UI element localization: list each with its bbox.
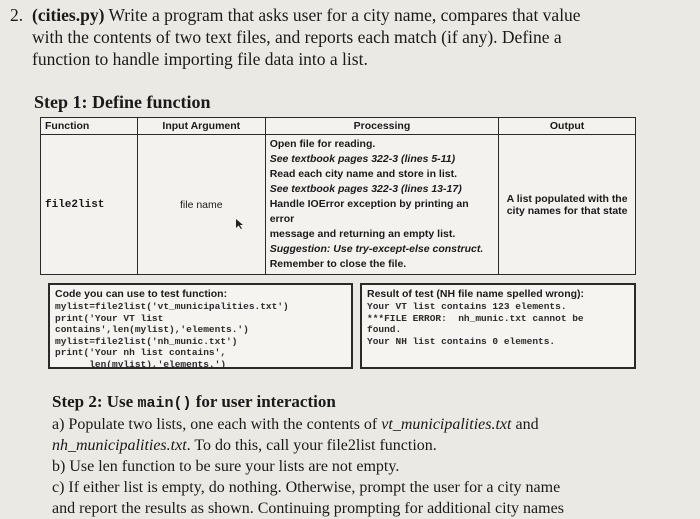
processing-line: Remember to close the file. <box>269 258 407 270</box>
test-result-header: Result of test (NH file name spelled wrong): <box>367 288 585 300</box>
code-line: mylist=file2list('nh_munic.txt') <box>55 335 238 347</box>
problem-number: 2. <box>10 5 24 25</box>
step2-heading-text: Step 2: Use <box>52 392 138 411</box>
problem-line-2: with the contents of two text files, and reports each match (if any). Define a <box>32 27 562 47</box>
processing-line: message and returning an empty list. <box>269 228 456 240</box>
problem-file-name: (cities.py) <box>32 5 105 25</box>
cell-function-name <box>41 135 138 275</box>
step2-a-text-2: and <box>511 416 539 433</box>
step2-section <box>52 391 662 519</box>
code-line: mylist=file2list('vt_municipalities.txt') <box>55 301 289 312</box>
result-line: ***FILE ERROR: nh_munic.txt cannot be <box>367 312 584 324</box>
step2-heading-text-2: for user interaction <box>191 392 336 411</box>
step2-item-c-cont: and report the results as shown. Continuing prompting for additional city names <box>52 500 564 517</box>
processing-line: Open file for reading. <box>269 138 376 150</box>
mouse-cursor-icon <box>235 218 245 234</box>
step2-a-file2: nh_municipalities.txt <box>52 437 187 454</box>
header-function: Function <box>41 118 138 135</box>
step2-a-text: a) Populate two lists, one each with the contents of <box>52 416 382 433</box>
cell-processing <box>265 135 499 275</box>
problem-text-1: Write a program that asks user for a city name, compares that value <box>104 5 581 25</box>
step2-a-file1: vt_municipalities.txt <box>381 416 512 433</box>
header-input-argument: Input Argument <box>137 118 265 135</box>
processing-line: Suggestion: Use try-except-else construct. <box>269 243 484 255</box>
processing-line: See textbook pages 322-3 (lines 13-17) <box>269 183 462 195</box>
code-line: print('Your VT list <box>55 312 164 324</box>
result-line: Your NH list contains 0 elements. <box>367 335 556 347</box>
test-code-header: Code you can use to test function: <box>55 288 228 300</box>
code-line: len(mylist),'elements.') <box>55 358 227 370</box>
step1-heading: Step 1: Define function <box>34 92 211 112</box>
step2-item-b: b) Use len function to be sure your lists are not empty. <box>52 458 400 475</box>
function-table <box>40 117 636 275</box>
header-processing: Processing <box>265 118 499 135</box>
output-line: city names for that state <box>506 204 628 217</box>
output-line: A list populated with the <box>506 192 628 205</box>
test-result-box <box>360 283 636 369</box>
processing-line: See textbook pages 322-3 (lines 5-11) <box>269 153 456 165</box>
step2-item-a-cont <box>52 435 662 456</box>
function-name: file2list <box>45 199 105 211</box>
result-line: Your VT list contains 123 elements. <box>367 301 567 312</box>
problem-line-1 <box>10 4 690 26</box>
problem-line-3: function to handle importing file data into a list. <box>32 49 368 69</box>
step2-a-text-3: . To do this, call your file2list function. <box>186 437 437 454</box>
cell-output <box>499 135 636 275</box>
header-output: Output <box>499 118 636 135</box>
code-line: print('Your nh list contains', <box>55 347 227 358</box>
processing-line: Read each city name and store in list. <box>269 168 458 180</box>
step2-heading <box>52 391 662 414</box>
cell-input-argument: file name <box>137 135 265 275</box>
function-table-header-row <box>41 118 636 135</box>
step2-item-c: c) If either list is empty, do nothing. Otherwise, prompt the user for a city name <box>52 479 561 496</box>
test-code-box <box>48 283 353 369</box>
code-line: contains',len(mylist),'elements.') <box>55 324 249 335</box>
function-table-row <box>41 135 636 275</box>
processing-line: Handle IOError exception by printing an error <box>269 198 469 225</box>
step2-heading-code: main() <box>137 395 192 412</box>
problem-statement <box>10 4 690 70</box>
result-line: found. <box>367 324 402 335</box>
step2-item-a <box>52 414 662 435</box>
